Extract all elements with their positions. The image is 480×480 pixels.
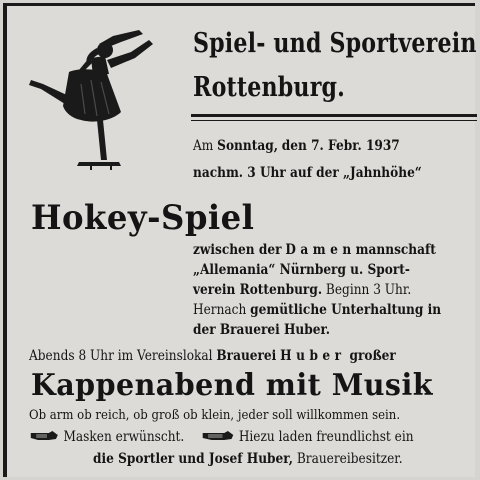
date-weekday: Sonntag, xyxy=(217,138,278,154)
party-title: Kappenabend mit Musik xyxy=(31,368,433,403)
masks-invite-line xyxy=(29,429,414,446)
club-name-line2: Rottenburg. xyxy=(193,72,346,103)
evening-brewery: Brauerei xyxy=(216,348,277,364)
details-line-4 xyxy=(193,302,441,318)
title-rule-thick xyxy=(191,114,477,117)
details-between: zwischen der xyxy=(193,242,282,258)
pointing-hand-icon xyxy=(201,430,235,446)
pointing-hand-icon xyxy=(29,430,60,446)
date-line xyxy=(193,138,400,154)
evening-line xyxy=(29,348,396,364)
invite-text: Hiezu laden freundlichst ein xyxy=(238,429,414,445)
advertisement xyxy=(3,3,475,477)
skater-illustration xyxy=(25,28,175,178)
masks-welcome: Masken erwünscht. xyxy=(63,429,185,445)
signature-title: Brauereibesitzer. xyxy=(296,451,403,467)
event-title: Hokey-Spiel xyxy=(31,198,255,238)
details-line-5: der Brauerei Huber. xyxy=(193,322,330,338)
details-line-2: „Allemania“ Nürnberg u. Sport- xyxy=(193,262,410,278)
details-line-1 xyxy=(193,242,436,258)
date-prefix: Am xyxy=(193,138,214,154)
signature-names: die Sportler und Josef Huber, xyxy=(93,451,293,467)
time-location-line: nachm. 3 Uhr auf der „Jahnhöhe“ xyxy=(193,165,422,181)
details-afterwards: Hernach xyxy=(193,302,247,318)
date-day: den 7. Febr. 1937 xyxy=(281,138,400,154)
evening-time: Abends 8 Uhr im Vereinslokal xyxy=(29,348,213,364)
details-start-time: Beginn 3 Uhr. xyxy=(325,282,412,298)
title-rule-thin xyxy=(191,120,477,121)
details-club: verein Rottenburg. xyxy=(193,282,323,298)
details-entertainment: gemütliche Unterhaltung in xyxy=(250,302,442,318)
details-line-3 xyxy=(193,282,411,298)
details-women: Damen xyxy=(285,242,356,258)
club-name-line1: Spiel- und Sportverein xyxy=(193,28,477,59)
details-team: mannschaft xyxy=(355,242,436,258)
signature-line xyxy=(93,451,403,467)
motto-line: Ob arm ob reich, ob groß ob klein, jeder soll willkommen sein. xyxy=(29,408,401,423)
evening-huber: Huber xyxy=(280,348,346,364)
evening-grand: großer xyxy=(349,348,396,364)
